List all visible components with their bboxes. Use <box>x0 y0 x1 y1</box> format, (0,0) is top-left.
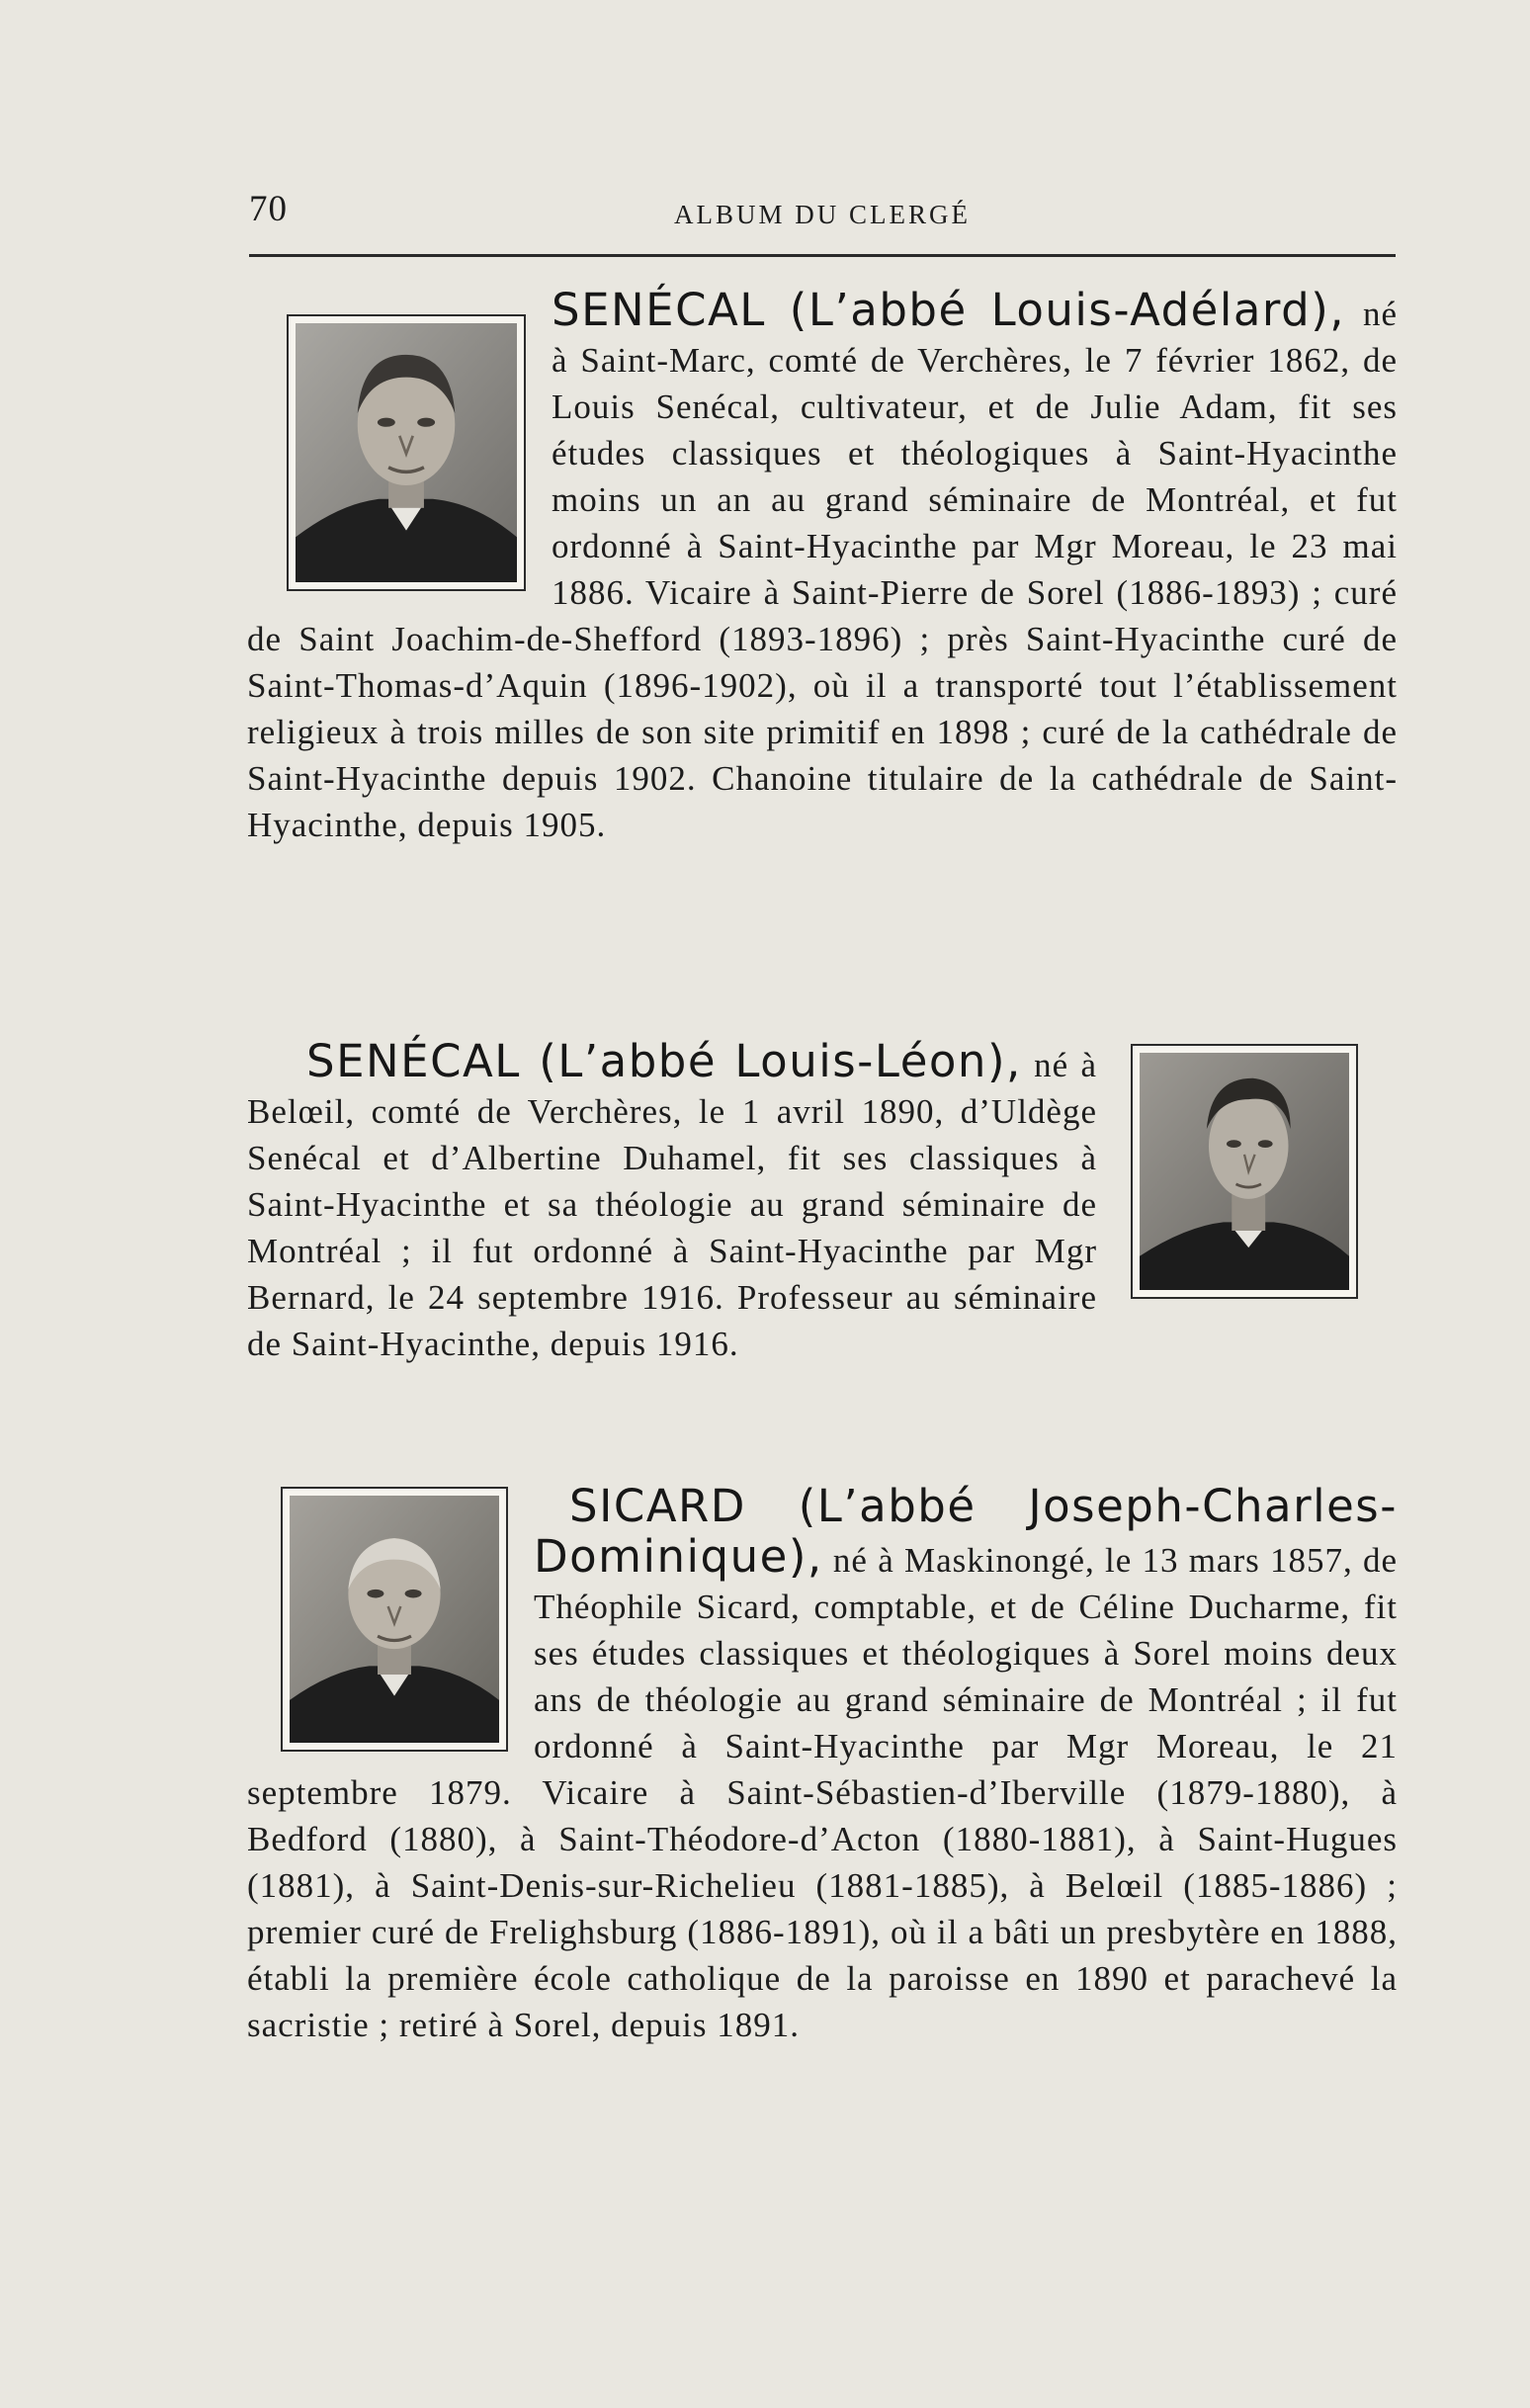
entry-name: SENÉCAL (L’abbé Louis-Léon), <box>306 1035 1022 1087</box>
entry-text: né à Belœil, comté de Verchères, le 1 avril 1890, d’Uldège Senécal et d’Albertine Duhamel, fit ses classiques à Saint-Hyacinthe et sa théologie au grand séminaire de Montréal ; il fut ordonné à Saint-Hyacinthe par Mgr Bernard, le 24 septembre 1916. Professeur au séminaire de Saint-Hyacinthe, depuis 1916. <box>247 1046 1097 1363</box>
entry-name: SENÉCAL (L’abbé Louis-Adélard), <box>552 284 1346 336</box>
biography-entry-senecal-louis-adelard <box>247 284 1398 848</box>
running-title: ALBUM DU CLERGÉ <box>674 200 971 229</box>
page-header <box>249 188 1396 237</box>
priest-portrait-icon <box>290 1496 499 1743</box>
header-rule <box>249 254 1396 257</box>
priest-portrait-icon <box>296 323 517 582</box>
entry-text: né à Maskinongé, le 13 mars 1857, de Théophile Sicard, comptable, et de Céline Ducharme, fit ses études classiques et théologiques à Sorel moins deux ans de théologie au grand séminaire de Montréal ; il fut ordonné à Saint-Hyacinthe par Mgr Moreau, le 21 septembre 1879. Vicaire à Saint-Sébastien-d’Iberville (1879-1880), à Bedford (1880), à Saint-Théodore-d’Acton (1880-1881), à Saint-Hugues (1881), à Saint-Denis-sur-Richelieu (1881-1885), à Belœil (1885-1886) ; premier curé de Frelighsburg (1886-1891), où il a bâti un presbytère en 1888, établi la première école catholique de la paroisse en 1890 et parachevé la sacristie ; retiré à Sorel, depuis 1891. <box>247 1541 1398 2044</box>
portrait-photo <box>1131 1044 1358 1299</box>
priest-portrait-icon <box>1140 1053 1349 1290</box>
entry-text: né à Saint-Marc, comté de Verchères, le 7 février 1862, de Louis Senécal, cultivateur, et de Julie Adam, fit ses études classiques et théologiques à Saint-Hyacinthe moins un an au grand séminaire de Montréal, et fut ordonné à Saint-Hyacinthe par Mgr Moreau, le 23 mai 1886. Vicaire à Saint-Pierre de Sorel (1886-1893) ; curé de Saint Joachim-de-Shefford (1893-1896) ; près Saint-Hyacinthe curé de Saint-Thomas-d’Aquin (1896-1902), où il a transporté tout l’établissement religieux à trois milles de son site primitif en 1898 ; curé de la cathédrale de Saint-Hyacinthe depuis 1902. Chanoine titulaire de la cathédrale de Saint-Hyacinthe, depuis 1905. <box>247 295 1398 844</box>
portrait-photo <box>287 314 526 591</box>
entry-name: SICARD (L’abbé Joseph-Charles-Dominique), <box>534 1480 1398 1583</box>
portrait-photo <box>281 1487 508 1752</box>
biography-entry-sicard-joseph-charles-dominique <box>247 1480 1398 2048</box>
biography-entry-senecal-louis-leon <box>247 1035 1398 1367</box>
page-number: 70 <box>249 189 288 229</box>
